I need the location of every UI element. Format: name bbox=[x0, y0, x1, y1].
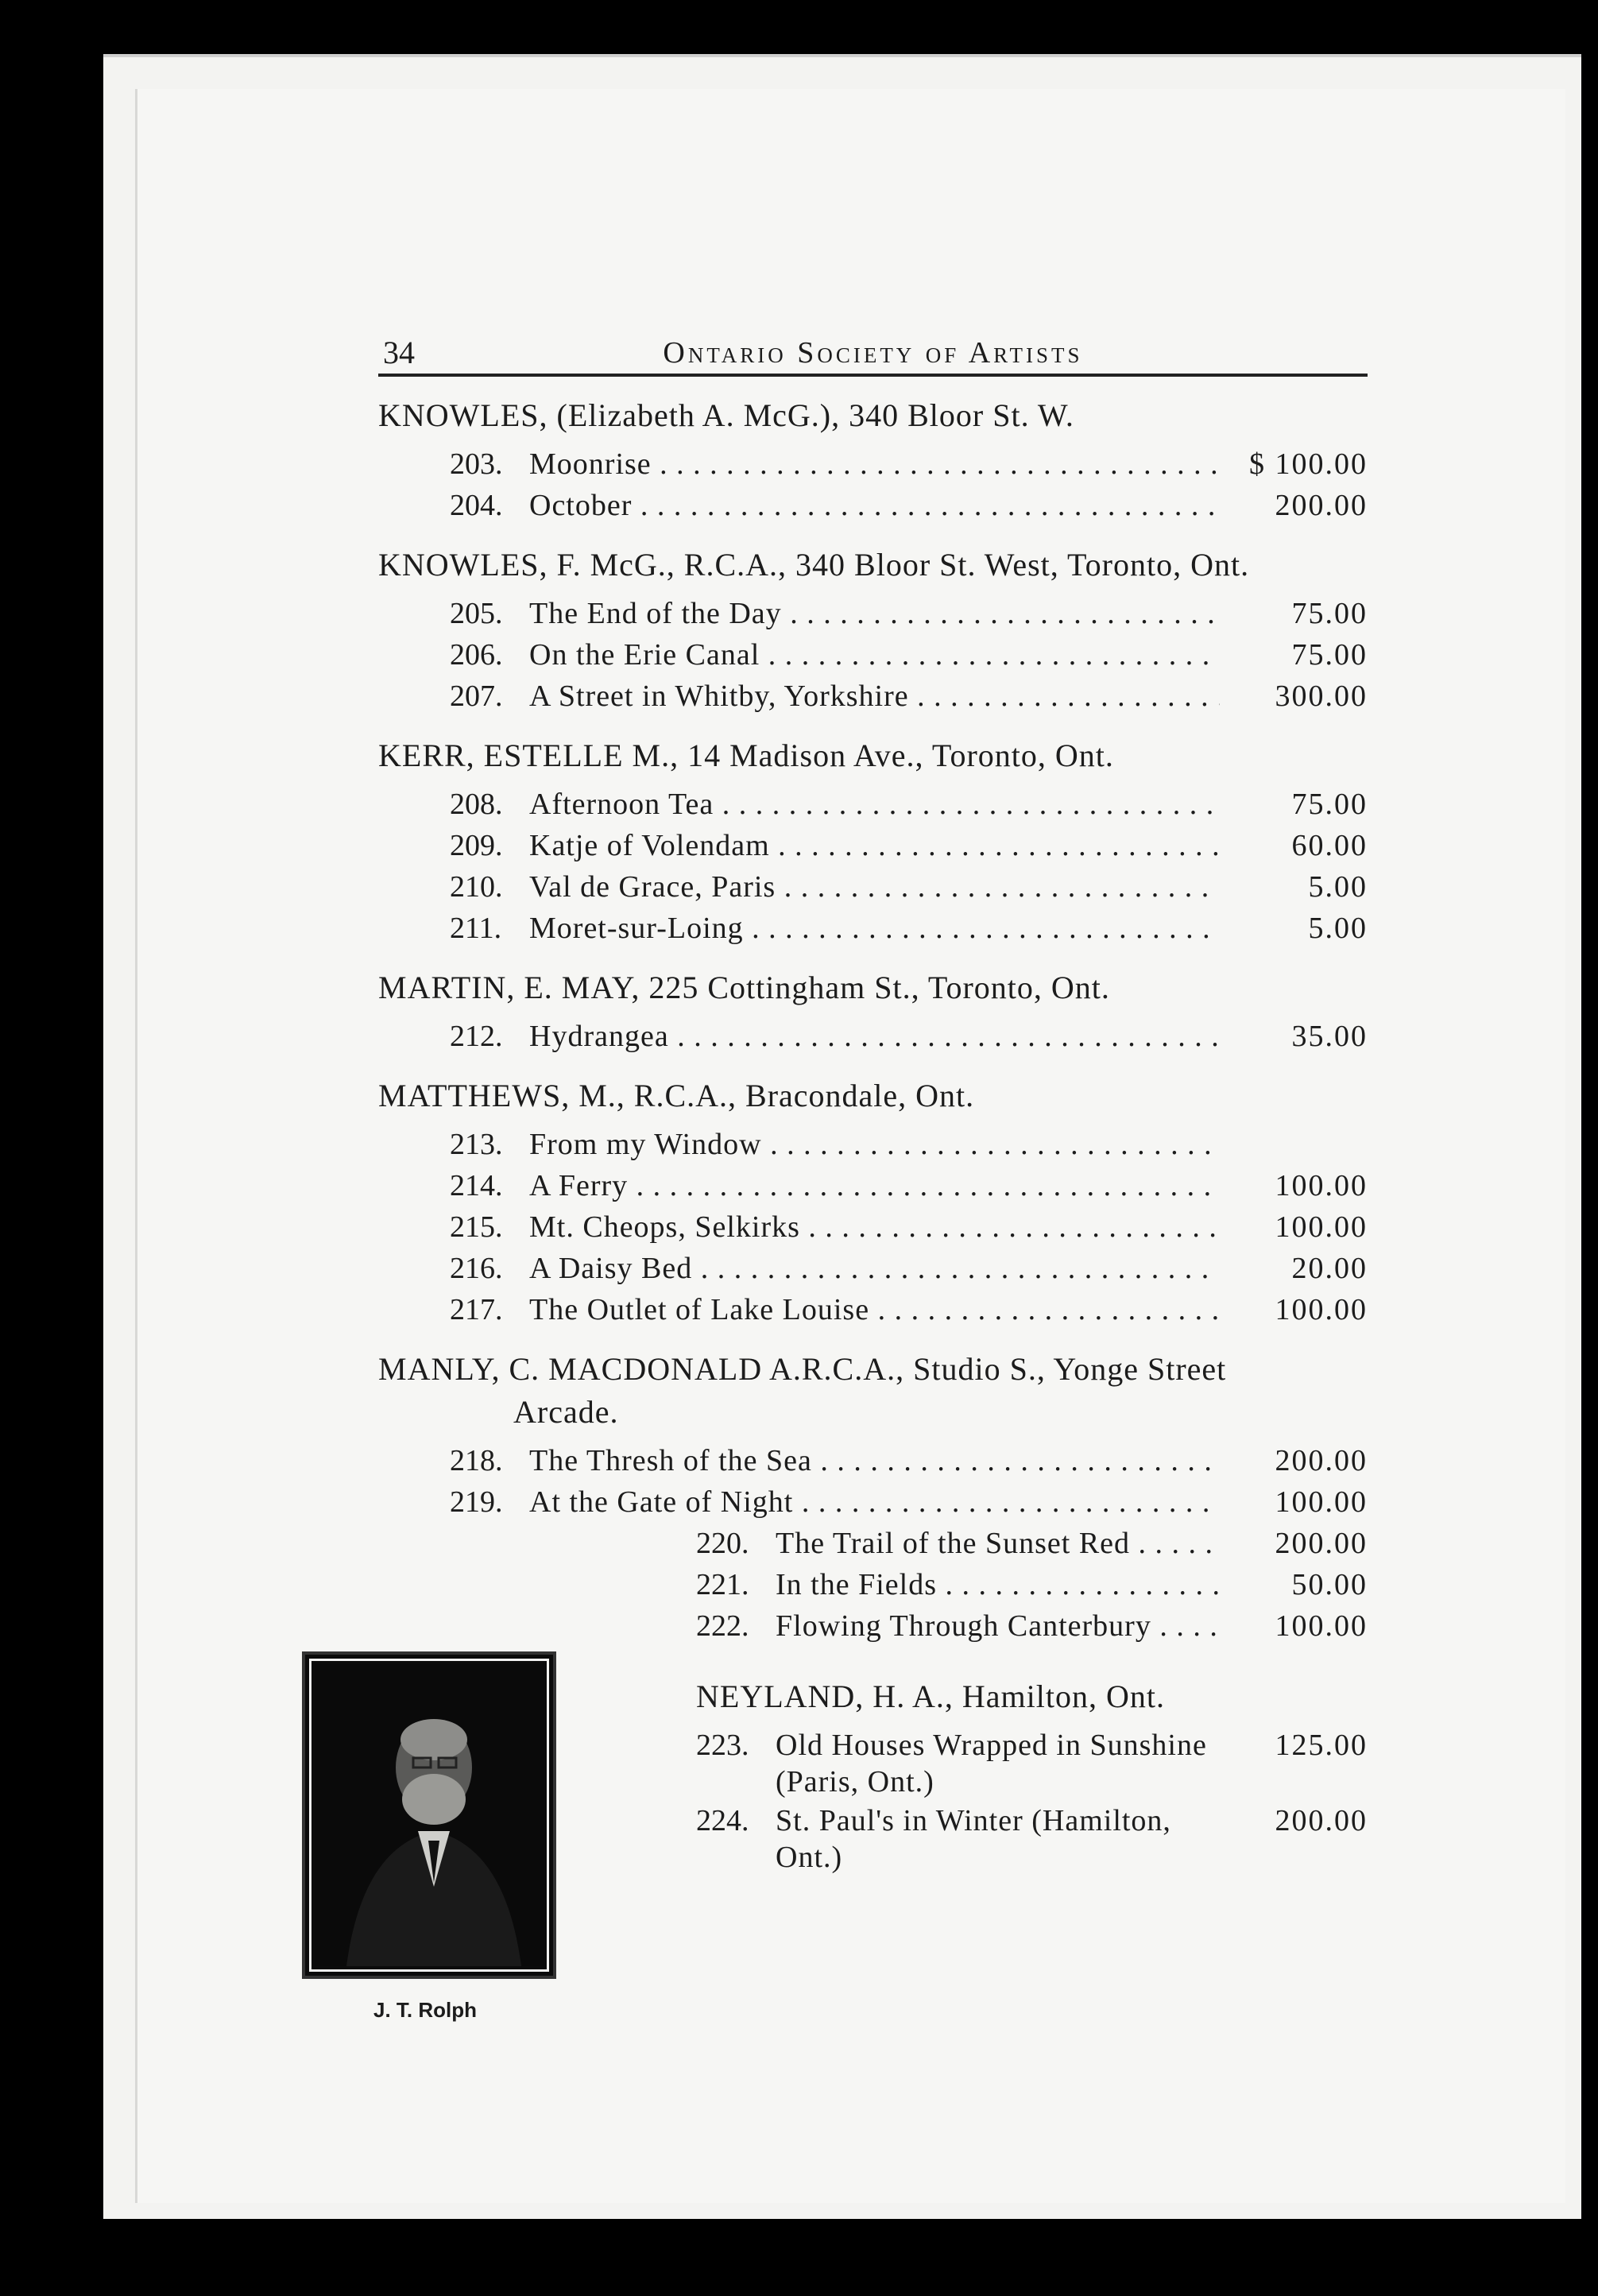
entry-title: On the Erie Canal . . . bbox=[529, 634, 1220, 676]
entry-price: 5.00 bbox=[1308, 912, 1368, 945]
entry-number: 209. bbox=[450, 829, 503, 862]
artist-name: MANLY, C. MACDONALD A.R.C.A., Studio S., Yonge Street bbox=[378, 1351, 1227, 1387]
artist-name: KNOWLES, (Elizabeth A. McG.), 340 Bloor St. W. bbox=[378, 397, 1074, 433]
catalogue-entry bbox=[696, 1523, 1368, 1564]
catalogue-entry bbox=[378, 634, 1368, 676]
entry-price: 100.00 bbox=[1275, 1210, 1368, 1244]
catalogue-entry bbox=[378, 593, 1368, 634]
entry-number: 222. bbox=[696, 1609, 749, 1643]
entry-number: 218. bbox=[450, 1444, 503, 1477]
artist-heading bbox=[378, 544, 1368, 587]
entry-title: Val de Grace, Paris . . . bbox=[529, 866, 1220, 908]
artist-heading bbox=[378, 734, 1368, 777]
entry-title: Moret-sur-Loing . . . bbox=[529, 908, 1220, 949]
entry-number: 214. bbox=[450, 1169, 503, 1202]
catalogue-entry bbox=[378, 1165, 1368, 1206]
entry-title: St. Paul's in Winter (Hamilton, Ont.) bbox=[776, 1804, 1171, 1874]
artist-heading bbox=[378, 1348, 1368, 1434]
entry-price: 200.00 bbox=[1275, 489, 1368, 522]
entry-number: 211. bbox=[450, 912, 502, 945]
entry-number: 223. bbox=[696, 1729, 749, 1762]
work-list bbox=[378, 1440, 1368, 1523]
artist-name: KNOWLES, F. McG., R.C.A., 340 Bloor St. West, Toronto, Ont. bbox=[378, 547, 1250, 583]
catalogue-entry bbox=[378, 784, 1368, 825]
entry-number: 204. bbox=[450, 489, 503, 522]
artist-list bbox=[378, 394, 1368, 1523]
entry-number: 216. bbox=[450, 1252, 503, 1285]
entry-title: Old Houses Wrapped in Sunshine (Paris, Ont.) bbox=[776, 1729, 1207, 1798]
entry-title: The Outlet of Lake Louise . . . bbox=[529, 1289, 1220, 1330]
entry-price: 100.00 bbox=[1275, 1609, 1368, 1643]
catalogue-entry bbox=[378, 676, 1368, 717]
work-list bbox=[378, 443, 1368, 526]
entry-title: Mt. Cheops, Selkirks . . . bbox=[529, 1206, 1220, 1248]
entry-number: 215. bbox=[450, 1210, 503, 1244]
catalogue-entry bbox=[696, 1725, 1368, 1800]
work-list bbox=[378, 784, 1368, 949]
catalogue-entry bbox=[696, 1564, 1368, 1605]
catalogue-entry bbox=[378, 485, 1368, 526]
entry-number: 224. bbox=[696, 1804, 749, 1837]
entry-price: 100.00 bbox=[1275, 1293, 1368, 1326]
catalogue-entry bbox=[378, 1206, 1368, 1248]
artist-name: MATTHEWS, M., R.C.A., Bracondale, Ont. bbox=[378, 1078, 975, 1113]
entry-number: 207. bbox=[450, 680, 503, 713]
entry-price: 200.00 bbox=[1275, 1527, 1368, 1560]
entry-title: At the Gate of Night . . . bbox=[529, 1481, 1220, 1523]
photo-caption: J. T. Rolph bbox=[373, 1998, 477, 2022]
entry-title: Flowing Through Canterbury . . . bbox=[776, 1605, 1220, 1647]
entry-price: 75.00 bbox=[1291, 638, 1368, 672]
entry-price: 125.00 bbox=[1275, 1729, 1368, 1762]
entry-number: 217. bbox=[450, 1293, 503, 1326]
entry-number: 203. bbox=[450, 447, 503, 481]
page-number: 34 bbox=[383, 335, 415, 370]
catalogue-entry bbox=[378, 1289, 1368, 1330]
entry-title: The Trail of the Sunset Red . . . bbox=[776, 1523, 1220, 1564]
work-list bbox=[378, 1124, 1368, 1330]
artist-name-continued: Arcade. bbox=[513, 1394, 619, 1430]
entry-price: 200.00 bbox=[1275, 1804, 1368, 1837]
entry-price: 20.00 bbox=[1291, 1252, 1368, 1285]
entry-price: $ 100.00 bbox=[1249, 447, 1368, 481]
artist-name: KERR, ESTELLE M., 14 Madison Ave., Toronto, Ont. bbox=[378, 738, 1114, 773]
running-title: Ontario Society of Artists bbox=[663, 336, 1083, 370]
catalogue-entry bbox=[696, 1800, 1368, 1876]
catalogue-entry bbox=[378, 1481, 1368, 1523]
entry-price: 300.00 bbox=[1275, 680, 1368, 713]
work-list bbox=[378, 593, 1368, 717]
entry-title: Moonrise . . . bbox=[529, 443, 1220, 485]
catalogue-entry bbox=[378, 825, 1368, 866]
entry-number: 219. bbox=[450, 1485, 503, 1519]
entry-number: 213. bbox=[450, 1128, 503, 1161]
catalogue-entry bbox=[696, 1605, 1368, 1647]
catalogue-entry bbox=[378, 1248, 1368, 1289]
entry-number: 208. bbox=[450, 788, 503, 821]
entry-title: A Daisy Bed . . . bbox=[529, 1248, 1220, 1289]
work-list bbox=[378, 1016, 1368, 1057]
artist-heading bbox=[378, 1074, 1368, 1117]
entry-title: A Ferry . . . bbox=[529, 1165, 1220, 1206]
entry-price: 200.00 bbox=[1275, 1444, 1368, 1477]
entry-number: 206. bbox=[450, 638, 503, 672]
entry-title: Afternoon Tea . . . bbox=[529, 784, 1220, 825]
entry-number: 205. bbox=[450, 597, 503, 630]
artist-heading bbox=[378, 394, 1368, 437]
artist-heading-neyland: NEYLAND, H. A., Hamilton, Ont. bbox=[696, 1678, 1165, 1714]
entry-title: The End of the Day . . . bbox=[529, 593, 1220, 634]
portrait-photo bbox=[302, 1651, 556, 1979]
catalogue-content bbox=[378, 334, 1368, 1876]
entry-title: From my Window . . . bbox=[529, 1124, 1220, 1165]
catalogue-entry bbox=[378, 908, 1368, 949]
entry-price: 60.00 bbox=[1291, 829, 1368, 862]
entry-price: 75.00 bbox=[1291, 597, 1368, 630]
entry-number: 210. bbox=[450, 870, 503, 904]
artist-name: MARTIN, E. MAY, 225 Cottingham St., Toronto, Ont. bbox=[378, 970, 1110, 1005]
entry-price: 75.00 bbox=[1291, 788, 1368, 821]
entry-number: 220. bbox=[696, 1527, 749, 1560]
catalogue-entry bbox=[378, 1124, 1368, 1165]
entry-title: October . . . bbox=[529, 485, 1220, 526]
artist-heading bbox=[378, 966, 1368, 1009]
entry-price: 50.00 bbox=[1291, 1568, 1368, 1601]
entry-price: 100.00 bbox=[1275, 1169, 1368, 1202]
catalogue-entry bbox=[378, 443, 1368, 485]
entry-price: 35.00 bbox=[1291, 1020, 1368, 1053]
catalogue-entry bbox=[378, 866, 1368, 908]
neyland-work-list bbox=[696, 1725, 1368, 1876]
page-header bbox=[378, 334, 1368, 377]
entry-title: Hydrangea . . . bbox=[529, 1016, 1220, 1057]
entry-title: In the Fields . . . bbox=[776, 1564, 1220, 1605]
entry-title: The Thresh of the Sea . . . bbox=[529, 1440, 1220, 1481]
indented-work-list bbox=[696, 1523, 1368, 1647]
entry-price: 100.00 bbox=[1275, 1485, 1368, 1519]
entry-number: 221. bbox=[696, 1568, 749, 1601]
catalogue-entry bbox=[378, 1016, 1368, 1057]
entry-number: 212. bbox=[450, 1020, 503, 1053]
entry-price: 5.00 bbox=[1308, 870, 1368, 904]
portrait-image bbox=[315, 1664, 544, 1966]
entry-title: A Street in Whitby, Yorkshire . . . bbox=[529, 676, 1220, 717]
catalogue-entry bbox=[378, 1440, 1368, 1481]
entry-title: Katje of Volendam . . . bbox=[529, 825, 1220, 866]
